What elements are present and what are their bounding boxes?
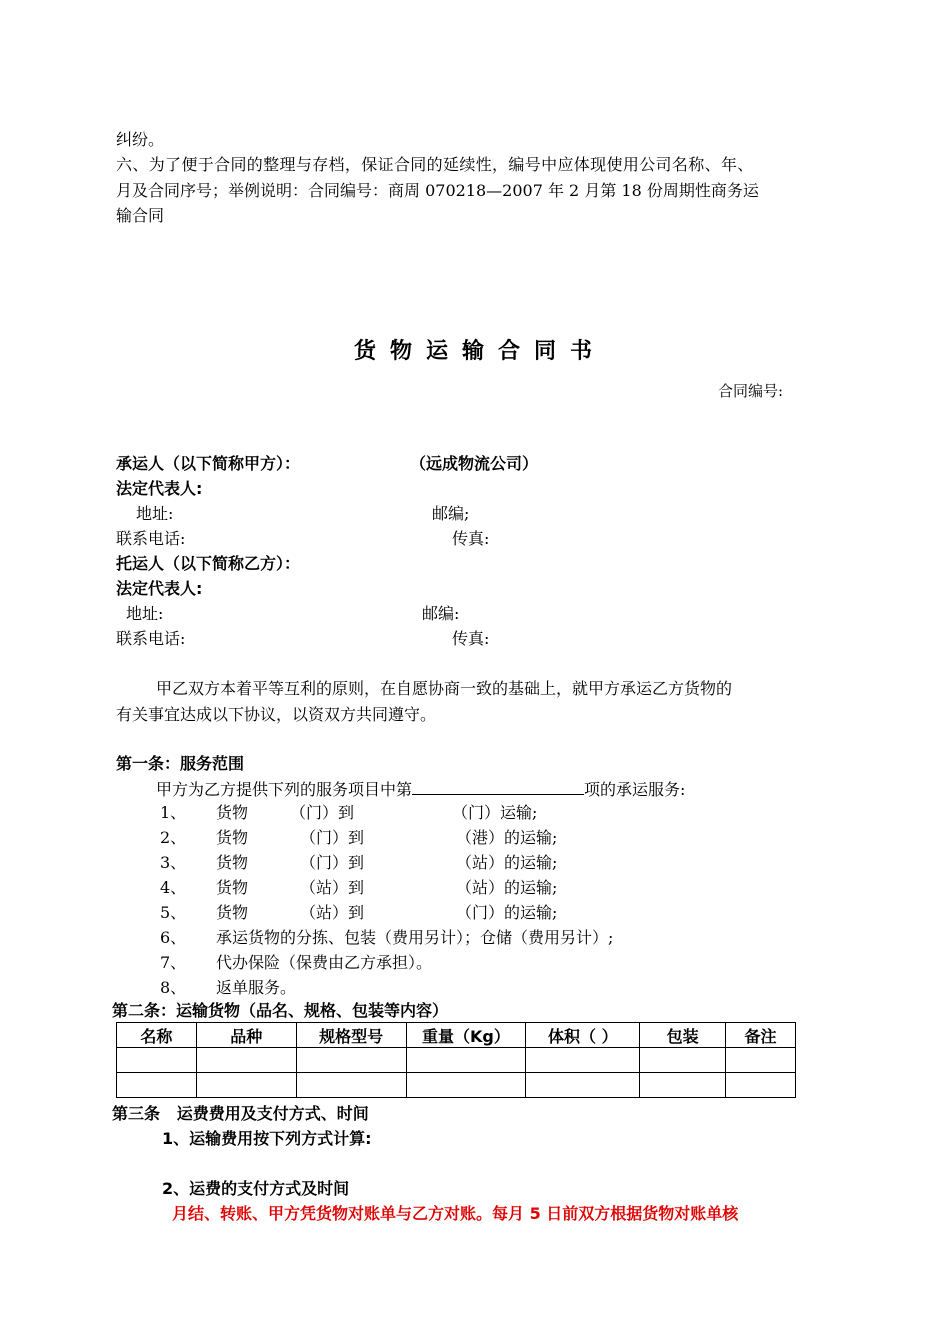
service-item-num: 6、	[160, 928, 187, 947]
service-item-num: 1、	[160, 803, 187, 822]
service-item-to: （站）的运输;	[456, 853, 558, 872]
service-item-from: （门）到	[300, 828, 365, 847]
shipper-address: 地址:	[126, 604, 164, 623]
service-item-text: 货物	[216, 803, 249, 822]
service-item-num: 2、	[160, 828, 187, 847]
service-item-from: （站）到	[300, 903, 365, 922]
article-3-sub-2: 2、运费的支付方式及时间	[162, 1179, 350, 1198]
article-1-lead	[156, 776, 685, 802]
intro-line-3: 月及合同序号；举例说明：合同编号：商周 070218—2007 年 2 月第 18 份周期性商务运	[116, 181, 759, 200]
intro-line-4: 输合同	[116, 206, 165, 225]
table-cell[interactable]	[640, 1048, 726, 1073]
goods-table	[116, 1022, 796, 1098]
column-header: 规格型号	[296, 1023, 406, 1048]
service-item-num: 7、	[160, 953, 187, 972]
carrier-label: 承运人（以下简称甲方）：	[116, 454, 301, 473]
payment-terms-red: 月结、转账、甲方凭货物对账单与乙方对账。每月 5 日前双方根据货物对账单核	[172, 1204, 739, 1223]
service-item-from: （门）到	[300, 853, 365, 872]
table-cell[interactable]	[296, 1048, 406, 1073]
column-header: 重量（Kg）	[406, 1023, 526, 1048]
table-cell[interactable]	[117, 1073, 197, 1098]
table-row	[117, 1073, 796, 1098]
carrier-fax: 传真:	[452, 529, 490, 548]
column-header: 品种	[196, 1023, 296, 1048]
shipper-postcode: 邮编:	[422, 604, 460, 623]
shipper-phone: 联系电话:	[116, 629, 186, 648]
shipper-fax: 传真:	[452, 629, 490, 648]
service-item-text: 承运货物的分拣、包装（费用另计）；仓储（费用另计）;	[216, 928, 614, 947]
table-cell[interactable]	[196, 1048, 296, 1073]
service-item-from: （门）到	[290, 803, 355, 822]
intro-line-2: 六、为了便于合同的整理与存档，保证合同的延续性，编号中应体现使用公司名称、年、	[116, 155, 754, 174]
table-cell[interactable]	[196, 1073, 296, 1098]
table-cell[interactable]	[640, 1073, 726, 1098]
service-item-blank[interactable]	[412, 776, 584, 795]
table-row	[117, 1048, 796, 1073]
table-cell[interactable]	[296, 1073, 406, 1098]
service-item-to: （门）的运输;	[456, 903, 558, 922]
article-1-lead-before: 甲方为乙方提供下列的服务项目中第	[156, 780, 413, 799]
service-item-num: 5、	[160, 903, 187, 922]
service-item-num: 3、	[160, 853, 187, 872]
document-title: 货物运输合同书	[354, 339, 607, 364]
service-item-text: 返单服务。	[216, 978, 297, 997]
service-item-to: （门）运输;	[452, 803, 538, 822]
column-header: 名称	[117, 1023, 197, 1048]
table-cell[interactable]	[406, 1073, 526, 1098]
table-cell[interactable]	[726, 1073, 796, 1098]
service-item-text: 货物	[216, 878, 249, 897]
service-item-num: 8、	[160, 978, 187, 997]
service-item-text: 货物	[216, 828, 249, 847]
column-header: 备注	[726, 1023, 796, 1048]
shipper-legal-rep: 法定代表人:	[116, 579, 203, 598]
carrier-legal-rep: 法定代表人:	[116, 479, 203, 498]
preamble-line-1: 甲乙双方本着平等互利的原则，在自愿协商一致的基础上，就甲方承运乙方货物的	[156, 679, 733, 698]
carrier-address: 地址:	[136, 504, 174, 523]
service-item-text: 货物	[216, 853, 249, 872]
article-3-sub-1: 1、运输费用按下列方式计算:	[162, 1129, 372, 1148]
shipper-label: 托运人（以下简称乙方）：	[116, 554, 301, 573]
carrier-phone: 联系电话:	[116, 529, 186, 548]
article-1-heading: 第一条：服务范围	[116, 754, 245, 773]
table-cell[interactable]	[526, 1073, 640, 1098]
table-cell[interactable]	[726, 1048, 796, 1073]
table-header-row	[117, 1023, 796, 1048]
article-2-heading: 第二条：运输货物（品名、规格、包装等内容）	[112, 1001, 449, 1020]
preamble-line-2: 有关事宜达成以下协议，以资双方共同遵守。	[116, 705, 437, 724]
service-item-to: （站）的运输;	[456, 878, 558, 897]
service-item-text: 代办保险（保费由乙方承担）。	[216, 953, 433, 972]
service-item-to: （港）的运输;	[456, 828, 558, 847]
service-item-from: （站）到	[300, 878, 365, 897]
article-3-heading: 第三条 运费费用及支付方式、时间	[112, 1104, 369, 1123]
contract-number-label: 合同编号:	[718, 382, 784, 400]
table-cell[interactable]	[526, 1048, 640, 1073]
service-item-num: 4、	[160, 878, 187, 897]
carrier-postcode: 邮编;	[432, 504, 470, 523]
carrier-name: （远成物流公司）	[410, 454, 539, 473]
article-1-lead-after: 项的承运服务:	[584, 780, 686, 799]
table-cell[interactable]	[117, 1048, 197, 1073]
intro-line-1: 纠纷。	[116, 130, 165, 149]
service-item-text: 货物	[216, 903, 249, 922]
table-cell[interactable]	[406, 1048, 526, 1073]
column-header: 体积（ ）	[526, 1023, 640, 1048]
column-header: 包装	[640, 1023, 726, 1048]
